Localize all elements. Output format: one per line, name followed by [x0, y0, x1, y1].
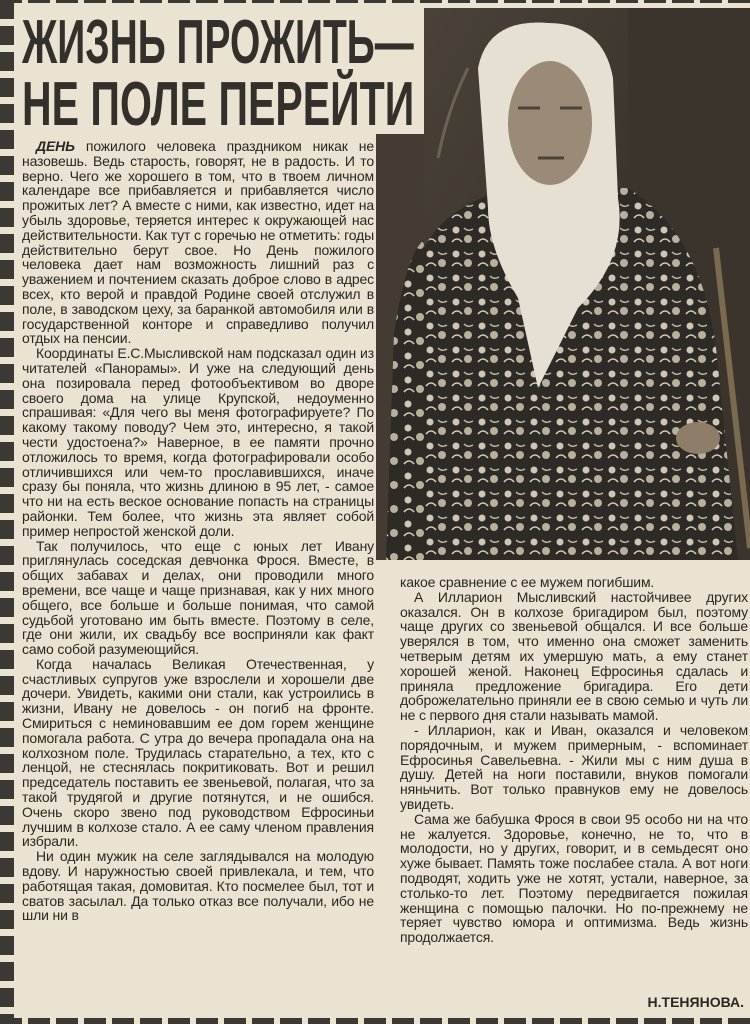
left-text-column: [22, 139, 374, 923]
portrait-photo: [424, 8, 750, 560]
lead-word: ДЕНЬ: [36, 138, 75, 154]
left-border: [0, 0, 14, 1024]
paragraph: Когда началась Великая Отечественная, у счастливых супругов уже взрослели и хорошели две дочери. Увидеть, какими они стали, как устроились в жизни, Ивану не довелось - он погиб на фронте. Смириться с неминовавшим ее дом горем женщине помогала работа. С утра до вечера пропадала она на колхозном поле. Трудилась старательно, а тех, кто с ленцой, не стеснялась покритиковать. Вот и решил председатель поставить ее звеньевой, полагая, что за такой трудягой и другие потянутся, и не ошибся. Очень скоро звено под руководством Ефросиньи лучшим в колхозе стало. А ее саму членом правления избрали.: [22, 655, 374, 850]
paragraph: А Илларион Мысливский настойчивее других оказался. Он в колхозе бригадиром был, поэтому чаще других со звеньевой общался. И все больше уверялся в том, что именно она сможет заменить четверым детям их умершую мать, а ему станет хорошей женой. Наконец Ефросинья сдалась и приняла предложение бригадира. Его дети доброжелательно приняли ее в свою семью и чуть ли не с первого дня стали называть мамой.: [400, 588, 748, 724]
paragraph: - Илларион, как и Иван, оказался и человеком порядочным, и мужем примерным, - вспоминает Ефросинья Савельевна. - Жили мы с ним душа в душу. Детей на ноги поставили, внуков помогали няньчить. Вот только правнуков ему не довелось увидеть.: [400, 721, 748, 812]
right-text-column: [400, 575, 748, 945]
paragraph: какое сравнение с ее мужем погибшим.: [400, 574, 655, 590]
article-headline: [14, 4, 422, 132]
paragraph: Сама же бабушка Фрося в свои 95 особо ни на что не жалуется. Здоровье, конечно, не то, что в молодости, но у других, говорит, и в семьдесят оно хуже бывает. Память тоже послабее стала. А вот ноги подводят, ходить уже не хотят, устали, наверное, за столько-то лет. Поэтому передвигается пожилая женщина с помощью палочки. Но по-прежнему не теряет чувство юмора и оптимизма. Ведь жизнь продолжается.: [400, 810, 748, 946]
paragraph-text: пожилого человека праздником никак не назовешь. Ведь старость, говорят, не в радость. И то верно. Чего же хорошего в том, что в твоем личном календаре все прибавляется и прибавляется число прожитых лет? А вместе с ними, как известно, идет на убыль здоровье, теряется интерес к окружающей нас действительности. Как тут с горечью не отметить: годы действительно берут свое. Но День пожилого человека дает нам возможность лишний раз с уважением и почтением сказать доброе слово в адрес всех, кто верой и правдой Родине своей отслужил в поле, в заводском цеху, за баранкой автомобиля или в государственной конторе и справедливо получил отдых на пенсии.: [22, 138, 374, 347]
author-signature: Н.ТЕНЯНОВА.: [647, 994, 744, 1010]
paragraph: Координаты Е.С.Мысливской нам подсказал один из читателей «Панорамы». И уже на следующий день она позировала перед фотообъективом во дворе своего дома на улице Крупской, недоуменно спрашивая: «Для чего вы меня фотографируете? По какому такому поводу? Чем это, интересно, я такой чести удостоена?» Наверное, в ее памяти прочно отложилось то время, когда фотографировали особо отличившихся или чем-то прославившихся, иначе сразу бы поняла, что жизнь длиною в 95 лет, - самое что ни на есть веское основание попасть на страницы районки. Тем более, что жизнь эта являет собой пример непростой женской доли.: [22, 345, 374, 539]
portrait-photo-left-edge: [376, 134, 424, 560]
paragraph: Так получилось, что еще с юных лет Ивану приглянулась соседская девчонка Фрося. Вместе, в общих забавах и делах, они проводили много времени, все чаще и чаще признавая, как у них много общего, все больше и больше понимая, что самой судьбой уготовано им быть вместе. Поэтому в селе, где они жили, их свадьбу все восприняли как факт само собой разумеющийся.: [22, 537, 374, 658]
bottom-border: [0, 1018, 750, 1024]
headline-line-2: НЕ ПОЛЕ ПЕРЕЙТИ: [22, 70, 415, 132]
paragraph: Ни один мужик на селе заглядывался на молодую вдову. И наружностью своей привлекала, и тем, что работящая такая, домовитая. Кто посмелее был, тот и сватов засылал. Да только отказ все получали, ибо не шли ни в: [22, 848, 374, 924]
paragraph: [22, 139, 374, 346]
headline-line-1: ЖИЗНЬ ПРОЖИТЬ—: [22, 8, 414, 77]
top-border: [0, 0, 750, 3]
